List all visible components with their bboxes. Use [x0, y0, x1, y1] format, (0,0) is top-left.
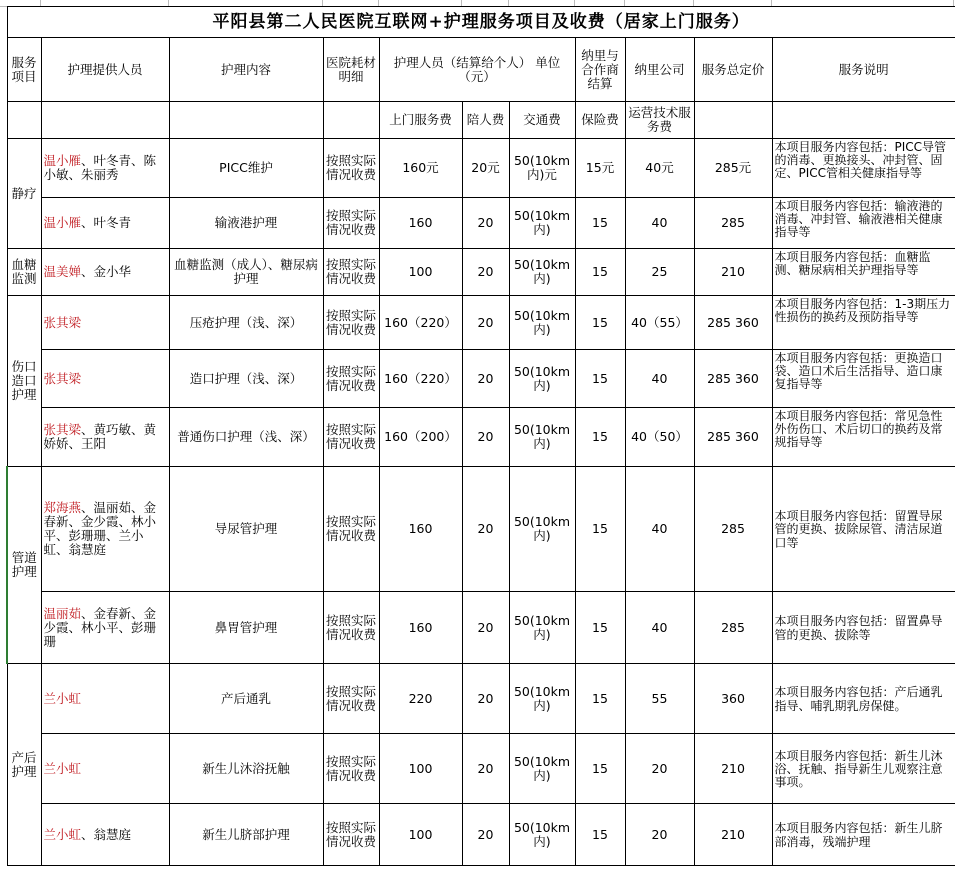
consumables-cell: 按照实际情况收费	[323, 408, 379, 467]
insurance-fee-cell: 15	[575, 804, 625, 866]
lead-nurse: 温小雁	[43, 215, 82, 230]
ops-fee-cell: 40元	[625, 139, 694, 198]
table-row	[7, 139, 955, 198]
companion-fee-cell: 20	[462, 734, 509, 804]
visit-fee-cell: 160	[379, 198, 462, 249]
total-price-cell: 210	[694, 249, 772, 296]
ops-fee-cell: 40（55）	[625, 296, 694, 350]
category-cell: 产后护理	[7, 664, 41, 866]
visit-fee-cell: 160（220）	[379, 296, 462, 350]
other-nurses: 、温丽茹、金春新、金少霞、林小平、彭珊珊、兰小虹、翁慧庭	[43, 500, 157, 557]
total-price-cell: 285 360	[694, 408, 772, 467]
header-nali-company: 纳里公司	[625, 38, 694, 102]
table-row	[7, 467, 955, 592]
consumables-cell: 按照实际情况收费	[323, 804, 379, 866]
transport-fee-cell: 50(10km内)	[509, 734, 575, 804]
insurance-fee-cell: 15	[575, 408, 625, 467]
transport-fee-cell: 50(10km内)	[509, 350, 575, 408]
table-row	[7, 664, 955, 734]
lead-nurse: 郑海燕	[43, 500, 82, 515]
visit-fee-cell: 100	[379, 804, 462, 866]
companion-fee-cell: 20	[462, 592, 509, 664]
table-title: 平阳县第二人民医院互联网+护理服务项目及收费（居家上门服务）	[7, 7, 955, 38]
subheader-empty	[772, 102, 955, 139]
lead-nurse: 张其梁	[43, 422, 82, 437]
lead-nurse: 温丽茹	[43, 605, 82, 621]
consumables-cell: 按照实际情况收费	[323, 249, 379, 296]
transport-fee-cell: 50(10km内)	[509, 804, 575, 866]
subheader-empty	[323, 102, 379, 139]
total-price-cell: 285 360	[694, 350, 772, 408]
visit-fee-cell: 220	[379, 664, 462, 734]
consumables-cell: 按照实际情况收费	[323, 664, 379, 734]
other-nurses: 、金春新、金少霞、林小平、彭珊珊	[43, 605, 157, 649]
insurance-fee-cell: 15	[575, 734, 625, 804]
transport-fee-cell: 50(10km内)	[509, 467, 575, 592]
transport-fee-cell: 50(10km内)	[509, 408, 575, 467]
consumables-cell: 按照实际情况收费	[323, 592, 379, 664]
staff-cell	[41, 664, 169, 734]
companion-fee-cell: 20	[462, 350, 509, 408]
companion-fee-cell: 20	[462, 664, 509, 734]
content-cell: 产后通乳	[169, 664, 323, 734]
subheader-empty	[694, 102, 772, 139]
lead-nurse: 温美婵	[43, 264, 82, 279]
staff-cell	[41, 139, 169, 198]
transport-fee-cell: 50(10km内)	[509, 664, 575, 734]
total-price-cell: 285元	[694, 139, 772, 198]
other-nurses: 、金小华	[81, 264, 132, 279]
insurance-fee-cell: 15	[575, 296, 625, 350]
header-category: 服务项目	[7, 38, 41, 102]
content-cell: 新生儿沐浴抚触	[169, 734, 323, 804]
subheader-insurance: 保险费	[575, 102, 625, 139]
transport-fee-cell: 50(10km内)	[509, 592, 575, 664]
staff-cell	[41, 296, 169, 350]
visit-fee-cell: 100	[379, 249, 462, 296]
header-consumables: 医院耗材明细	[323, 38, 379, 102]
ops-fee-cell: 40	[625, 198, 694, 249]
content-cell: 新生儿脐部护理	[169, 804, 323, 866]
transport-fee-cell: 50(10km内)	[509, 296, 575, 350]
staff-cell	[41, 804, 169, 866]
content-cell: 鼻胃管护理	[169, 592, 323, 664]
subheader-empty	[7, 102, 41, 139]
fee-table	[6, 6, 955, 866]
subheader-empty	[169, 102, 323, 139]
other-nurses: 、叶冬青	[81, 215, 132, 230]
description-cell: 本项目服务内容包括：血糖监测、糖尿病相关护理指导等	[772, 249, 955, 296]
visit-fee-cell: 160（220）	[379, 350, 462, 408]
other-nurses: 、黄巧敏、黄娇娇、王阳	[43, 422, 157, 451]
companion-fee-cell: 20	[462, 408, 509, 467]
table-row	[7, 592, 955, 664]
content-cell: 普通伤口护理（浅、深）	[169, 408, 323, 467]
table-row	[7, 198, 955, 249]
header-staff: 护理提供人员	[41, 38, 169, 102]
ops-fee-cell: 55	[625, 664, 694, 734]
content-cell: 血糖监测（成人）、糖尿病护理	[169, 249, 323, 296]
total-price-cell: 210	[694, 804, 772, 866]
insurance-fee-cell: 15元	[575, 139, 625, 198]
subheader-visit: 上门服务费	[379, 102, 462, 139]
subheader-ops: 运营技术服务费	[625, 102, 694, 139]
description-cell: 本项目服务内容包括：新生儿沐浴、抚触、指导新生儿观察注意事项。	[772, 734, 955, 804]
description-cell: 本项目服务内容包括：更换造口袋、造口术后生活指导、造口康复指导等	[772, 350, 955, 408]
visit-fee-cell: 100	[379, 734, 462, 804]
description-cell: 本项目服务内容包括：产后通乳指导、哺乳期乳房保健。	[772, 664, 955, 734]
table-row	[7, 350, 955, 408]
content-cell: 压疮护理（浅、深）	[169, 296, 323, 350]
companion-fee-cell: 20	[462, 198, 509, 249]
table-row	[7, 296, 955, 350]
total-price-cell: 210	[694, 734, 772, 804]
header-nali-partner: 纳里与合作商结算	[575, 38, 625, 102]
staff-cell	[41, 592, 169, 664]
companion-fee-cell: 20元	[462, 139, 509, 198]
consumables-cell: 按照实际情况收费	[323, 734, 379, 804]
content-cell: 导尿管护理	[169, 467, 323, 592]
table-row	[7, 249, 955, 296]
total-price-cell: 285	[694, 198, 772, 249]
description-cell: 本项目服务内容包括：留置导尿管的更换、拔除尿管、清洁尿道口等	[772, 467, 955, 592]
staff-cell	[41, 408, 169, 467]
consumables-cell: 按照实际情况收费	[323, 467, 379, 592]
lead-nurse: 兰小虹	[43, 760, 82, 776]
staff-cell	[41, 734, 169, 804]
description-cell: 本项目服务内容包括：新生儿脐部消毒，残端护理	[772, 804, 955, 866]
description-cell: 本项目服务内容包括：1-3期压力性损伤的换药及预防指导等	[772, 296, 955, 350]
ops-fee-cell: 40	[625, 350, 694, 408]
lead-nurse: 温小雁	[43, 153, 82, 168]
insurance-fee-cell: 15	[575, 592, 625, 664]
subheader-empty	[41, 102, 169, 139]
ops-fee-cell: 25	[625, 249, 694, 296]
visit-fee-cell: 160	[379, 467, 462, 592]
description-cell: 本项目服务内容包括：留置鼻导管的更换、拔除等	[772, 592, 955, 664]
total-price-cell: 285 360	[694, 296, 772, 350]
lead-nurse: 张其梁	[43, 370, 82, 386]
staff-cell	[41, 350, 169, 408]
category-cell: 管道护理	[7, 467, 41, 664]
insurance-fee-cell: 15	[575, 467, 625, 592]
companion-fee-cell: 20	[462, 249, 509, 296]
insurance-fee-cell: 15	[575, 249, 625, 296]
category-cell: 血糖监测	[7, 249, 41, 296]
companion-fee-cell: 20	[462, 467, 509, 592]
staff-cell	[41, 467, 169, 592]
ops-fee-cell: 40	[625, 592, 694, 664]
companion-fee-cell: 20	[462, 296, 509, 350]
category-cell: 伤口造口护理	[7, 296, 41, 467]
header-total: 服务总定价	[694, 38, 772, 102]
lead-nurse: 兰小虹	[43, 690, 82, 706]
transport-fee-cell: 50(10km内)元	[509, 139, 575, 198]
insurance-fee-cell: 15	[575, 350, 625, 408]
consumables-cell: 按照实际情况收费	[323, 350, 379, 408]
ops-fee-cell: 40	[625, 467, 694, 592]
description-cell: 本项目服务内容包括：PICC导管的消毒、更换接头、冲封管、固定、PICC管相关健康指导等	[772, 139, 955, 198]
companion-fee-cell: 20	[462, 804, 509, 866]
table-row	[7, 734, 955, 804]
content-cell: 输液港护理	[169, 198, 323, 249]
staff-cell	[41, 198, 169, 249]
lead-nurse: 兰小虹	[43, 826, 82, 842]
content-cell: 造口护理（浅、深）	[169, 350, 323, 408]
header-nurse-group: 护理人员（结算给个人） 单位（元）	[379, 38, 575, 102]
total-price-cell: 285	[694, 467, 772, 592]
transport-fee-cell: 50(10km内)	[509, 249, 575, 296]
ops-fee-cell: 40（50）	[625, 408, 694, 467]
total-price-cell: 285	[694, 592, 772, 664]
transport-fee-cell: 50(10km内)	[509, 198, 575, 249]
content-cell: PICC维护	[169, 139, 323, 198]
subheader-transport: 交通费	[509, 102, 575, 139]
ops-fee-cell: 20	[625, 804, 694, 866]
total-price-cell: 360	[694, 664, 772, 734]
other-nurses: 、叶冬青、陈小敏、朱丽秀	[43, 153, 157, 182]
description-cell: 本项目服务内容包括：常见急性外伤伤口、术后切口的换药及常规指导等	[772, 408, 955, 467]
subheader-companion: 陪人费	[462, 102, 509, 139]
consumables-cell: 按照实际情况收费	[323, 139, 379, 198]
category-cell: 静疗	[7, 139, 41, 249]
insurance-fee-cell: 15	[575, 198, 625, 249]
visit-fee-cell: 160	[379, 592, 462, 664]
ops-fee-cell: 20	[625, 734, 694, 804]
consumables-cell: 按照实际情况收费	[323, 296, 379, 350]
header-content: 护理内容	[169, 38, 323, 102]
insurance-fee-cell: 15	[575, 664, 625, 734]
description-cell: 本项目服务内容包括：输液港的消毒、冲封管、输液港相关健康指导等	[772, 198, 955, 249]
visit-fee-cell: 160元	[379, 139, 462, 198]
lead-nurse: 张其梁	[43, 314, 82, 330]
staff-cell	[41, 249, 169, 296]
table-row	[7, 408, 955, 467]
visit-fee-cell: 160（200）	[379, 408, 462, 467]
other-nurses: 、翁慧庭	[81, 826, 132, 842]
consumables-cell: 按照实际情况收费	[323, 198, 379, 249]
table-row	[7, 804, 955, 866]
header-description: 服务说明	[772, 38, 955, 102]
